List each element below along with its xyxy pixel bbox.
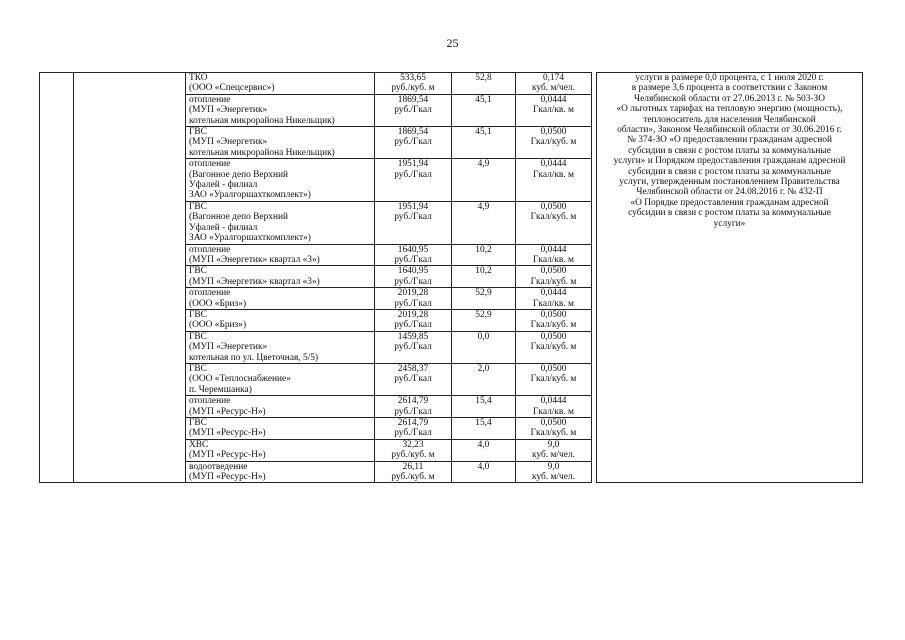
norm-cell: 9,0 куб. м/чел. — [516, 461, 592, 483]
growth-cell: 52,9 — [452, 288, 516, 310]
growth-cell: 10,2 — [452, 266, 516, 288]
growth-cell: 4,9 — [452, 159, 516, 202]
service-cell: ГВС (МУП «Энергетик» квартал «3») — [186, 266, 375, 288]
growth-cell: 10,2 — [452, 244, 516, 266]
growth-cell: 4,0 — [452, 461, 516, 483]
price-cell: 1951,94 руб./Гкал — [375, 201, 452, 244]
price-cell: 1869,54 руб./Гкал — [375, 94, 452, 126]
norm-cell: 0,0444 Гкал/кв. м — [516, 288, 592, 310]
service-cell: ГВС (ООО «Теплоснабжение» п. Черемшанка) — [186, 363, 375, 395]
service-cell: ТКО (ООО «Спецсервис») — [186, 73, 375, 95]
norm-cell: 0,0444 Гкал/кв. м — [516, 94, 592, 126]
price-cell: 1459,85 руб./Гкал — [375, 331, 452, 363]
table-row — [40, 73, 863, 95]
price-cell: 2019,28 руб./Гкал — [375, 288, 452, 310]
norm-cell: 0,174 куб. м/чел. — [516, 73, 592, 95]
tariff-table-body — [40, 73, 863, 483]
growth-cell: 0,0 — [452, 331, 516, 363]
service-cell: ХВС (МУП «Ресурс-Н») — [186, 439, 375, 461]
service-cell: отопление (МУП «Энергетик» котельная микрорайона Никельщик) — [186, 94, 375, 126]
price-cell: 1869,54 руб./Гкал — [375, 127, 452, 159]
growth-cell: 45,1 — [452, 127, 516, 159]
norm-cell: 0,0500 Гкал/куб. м — [516, 309, 592, 331]
blank-cell-number — [40, 73, 74, 483]
legal-basis-note: услуги в размере 0,0 процента, с 1 июля 2020 г. в размере 3,6 процента в соответствии с Законом Челябинской области от 27.06.2013 г. № 503-ЗО «О льготных тарифах на тепловую энергию (мощность), теплоноситель для населения Челябинской области», Законом Челябинской области от 30.06.2016 г. № 374-ЗО «О предоставлении гражданам адресной субсидии в связи с ростом платы за коммунальные услуги» и Порядком предоставления гражданам адресной субсидии в связи с ростом платы за коммунальные услуги, утвержденным постановлением Правительства Челябинской области от 24.08.2016 г. № 432-П «О Порядке предоставления гражданам адресной субсидии в связи с ростом платы за коммунальные услуги» — [597, 73, 863, 483]
price-cell: 26,11 руб./куб. м — [375, 461, 452, 483]
service-cell: водоотведение (МУП «Ресурс-Н») — [186, 461, 375, 483]
norm-cell: 0,0500 Гкал/куб. м — [516, 418, 592, 440]
norm-cell: 0,0500 Гкал/куб. м — [516, 127, 592, 159]
service-cell: отопление (Вагонное депо Верхний Уфалей - филиал ЗАО «Уралгоршахткомплект») — [186, 159, 375, 202]
blank-cell-territory — [74, 73, 186, 483]
service-cell: отопление (МУП «Ресурс-Н») — [186, 396, 375, 418]
service-cell: ГВС (МУП «Энергетик» котельная микрорайона Никельщик) — [186, 127, 375, 159]
norm-cell: 0,0444 Гкал/кв. м — [516, 244, 592, 266]
page-number: 25 — [446, 36, 459, 50]
growth-cell: 52,9 — [452, 309, 516, 331]
growth-cell: 15,4 — [452, 396, 516, 418]
growth-cell: 4,9 — [452, 201, 516, 244]
price-cell: 2614,79 руб./Гкал — [375, 418, 452, 440]
norm-cell: 0,0500 Гкал/куб. м — [516, 331, 592, 363]
price-cell: 2614,79 руб./Гкал — [375, 396, 452, 418]
price-cell: 32,23 руб./куб. м — [375, 439, 452, 461]
price-cell: 2019,28 руб./Гкал — [375, 309, 452, 331]
service-cell: ГВС (ООО «Бриз») — [186, 309, 375, 331]
service-cell: ГВС (Вагонное депо Верхний Уфалей - филиал ЗАО «Уралгоршахткомплект») — [186, 201, 375, 244]
service-cell: отопление (ООО «Бриз») — [186, 288, 375, 310]
growth-cell: 45,1 — [452, 94, 516, 126]
growth-cell: 2,0 — [452, 363, 516, 395]
norm-cell: 0,0500 Гкал/куб. м — [516, 363, 592, 395]
growth-cell: 52,8 — [452, 73, 516, 95]
growth-cell: 4,0 — [452, 439, 516, 461]
service-cell: отопление (МУП «Энергетик» квартал «3») — [186, 244, 375, 266]
tariff-table — [39, 72, 863, 483]
norm-cell: 9,0 куб. м/чел. — [516, 439, 592, 461]
growth-cell: 15,4 — [452, 418, 516, 440]
price-cell: 2458,37 руб./Гкал — [375, 363, 452, 395]
price-cell: 1640,95 руб./Гкал — [375, 244, 452, 266]
price-cell: 533,65 руб./куб. м — [375, 73, 452, 95]
norm-cell: 0,0444 Гкал/кв. м — [516, 396, 592, 418]
price-cell: 1951,94 руб./Гкал — [375, 159, 452, 202]
norm-cell: 0,0500 Гкал/куб. м — [516, 201, 592, 244]
norm-cell: 0,0500 Гкал/куб. м — [516, 266, 592, 288]
price-cell: 1640,95 руб./Гкал — [375, 266, 452, 288]
norm-cell: 0,0444 Гкал/кв. м — [516, 159, 592, 202]
service-cell: ГВС (МУП «Ресурс-Н») — [186, 418, 375, 440]
service-cell: ГВС (МУП «Энергетик» котельная по ул. Цветочная, 5/5) — [186, 331, 375, 363]
